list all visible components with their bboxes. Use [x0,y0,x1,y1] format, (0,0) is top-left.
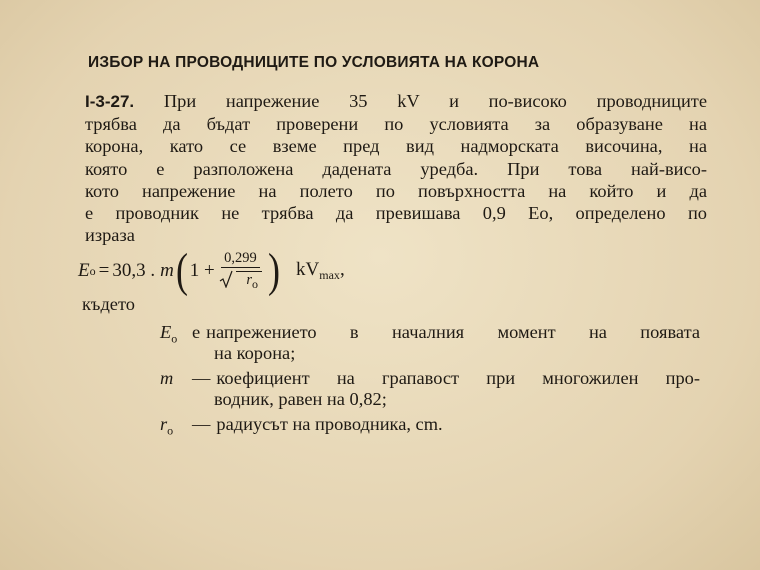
formula-coefficient: 30,3 . [112,260,156,281]
formula-unit: $kV_{max}$, [296,259,345,282]
definition-e0: $E_o$ е напрежението в началния момент на появата на корона; [160,322,700,363]
corona-formula: E o = 30,3 . m ( 1 + $\frac{0,299}{r_o}$ ) $kV_{max}$, [78,244,345,297]
paragraph-line: I-3-27. При напрежение 35 kV и по-високо проводниците [85,91,707,111]
paragraph-line: кото напрежение на полето по повърхността на който и да [85,180,707,201]
section-heading: ИЗБОР НА ПРОВОДНИЦИТЕ ПО УСЛОВИЯТА НА КОРОНА [88,54,540,71]
paragraph [85,90,707,246]
paragraph-line: корона, като се вземе пред вид надморската височина, на [85,136,707,157]
sqrt-sign-icon [219,270,233,288]
formula-fraction [219,250,262,292]
where-label: където [82,294,135,314]
paragraph-line: трябва да бъдат проверени по условията за образуване на [85,114,707,135]
section-number: I-3-27. [85,92,135,111]
right-paren: ) [268,244,281,297]
definition-symbol: $r_o$ [160,414,174,438]
definition-symbol: $E_o$ [160,322,178,346]
formula-lhs: E [78,260,90,281]
formula-m: m [160,260,174,281]
left-paren: ( [175,244,188,297]
paragraph-line: която е разположена дадената уредба. При това най-висо- [85,158,707,179]
definition-symbol: m [160,368,174,388]
paragraph-line: е проводник не трябва да превишава 0,9 Eо, определено по [85,203,707,224]
fraction-numerator: 0,299 [221,250,260,268]
formula-one-plus: 1 + [189,260,215,281]
definition-r0: $r_o$ — радиусът на проводника, cm. [160,414,700,435]
paragraph-line: израза [85,225,135,246]
fraction-denominator: $r_o$ [219,268,262,292]
definition-m: m — коефициент на грапавост при многожилен про- водник, равен на 0,82; [160,368,700,409]
